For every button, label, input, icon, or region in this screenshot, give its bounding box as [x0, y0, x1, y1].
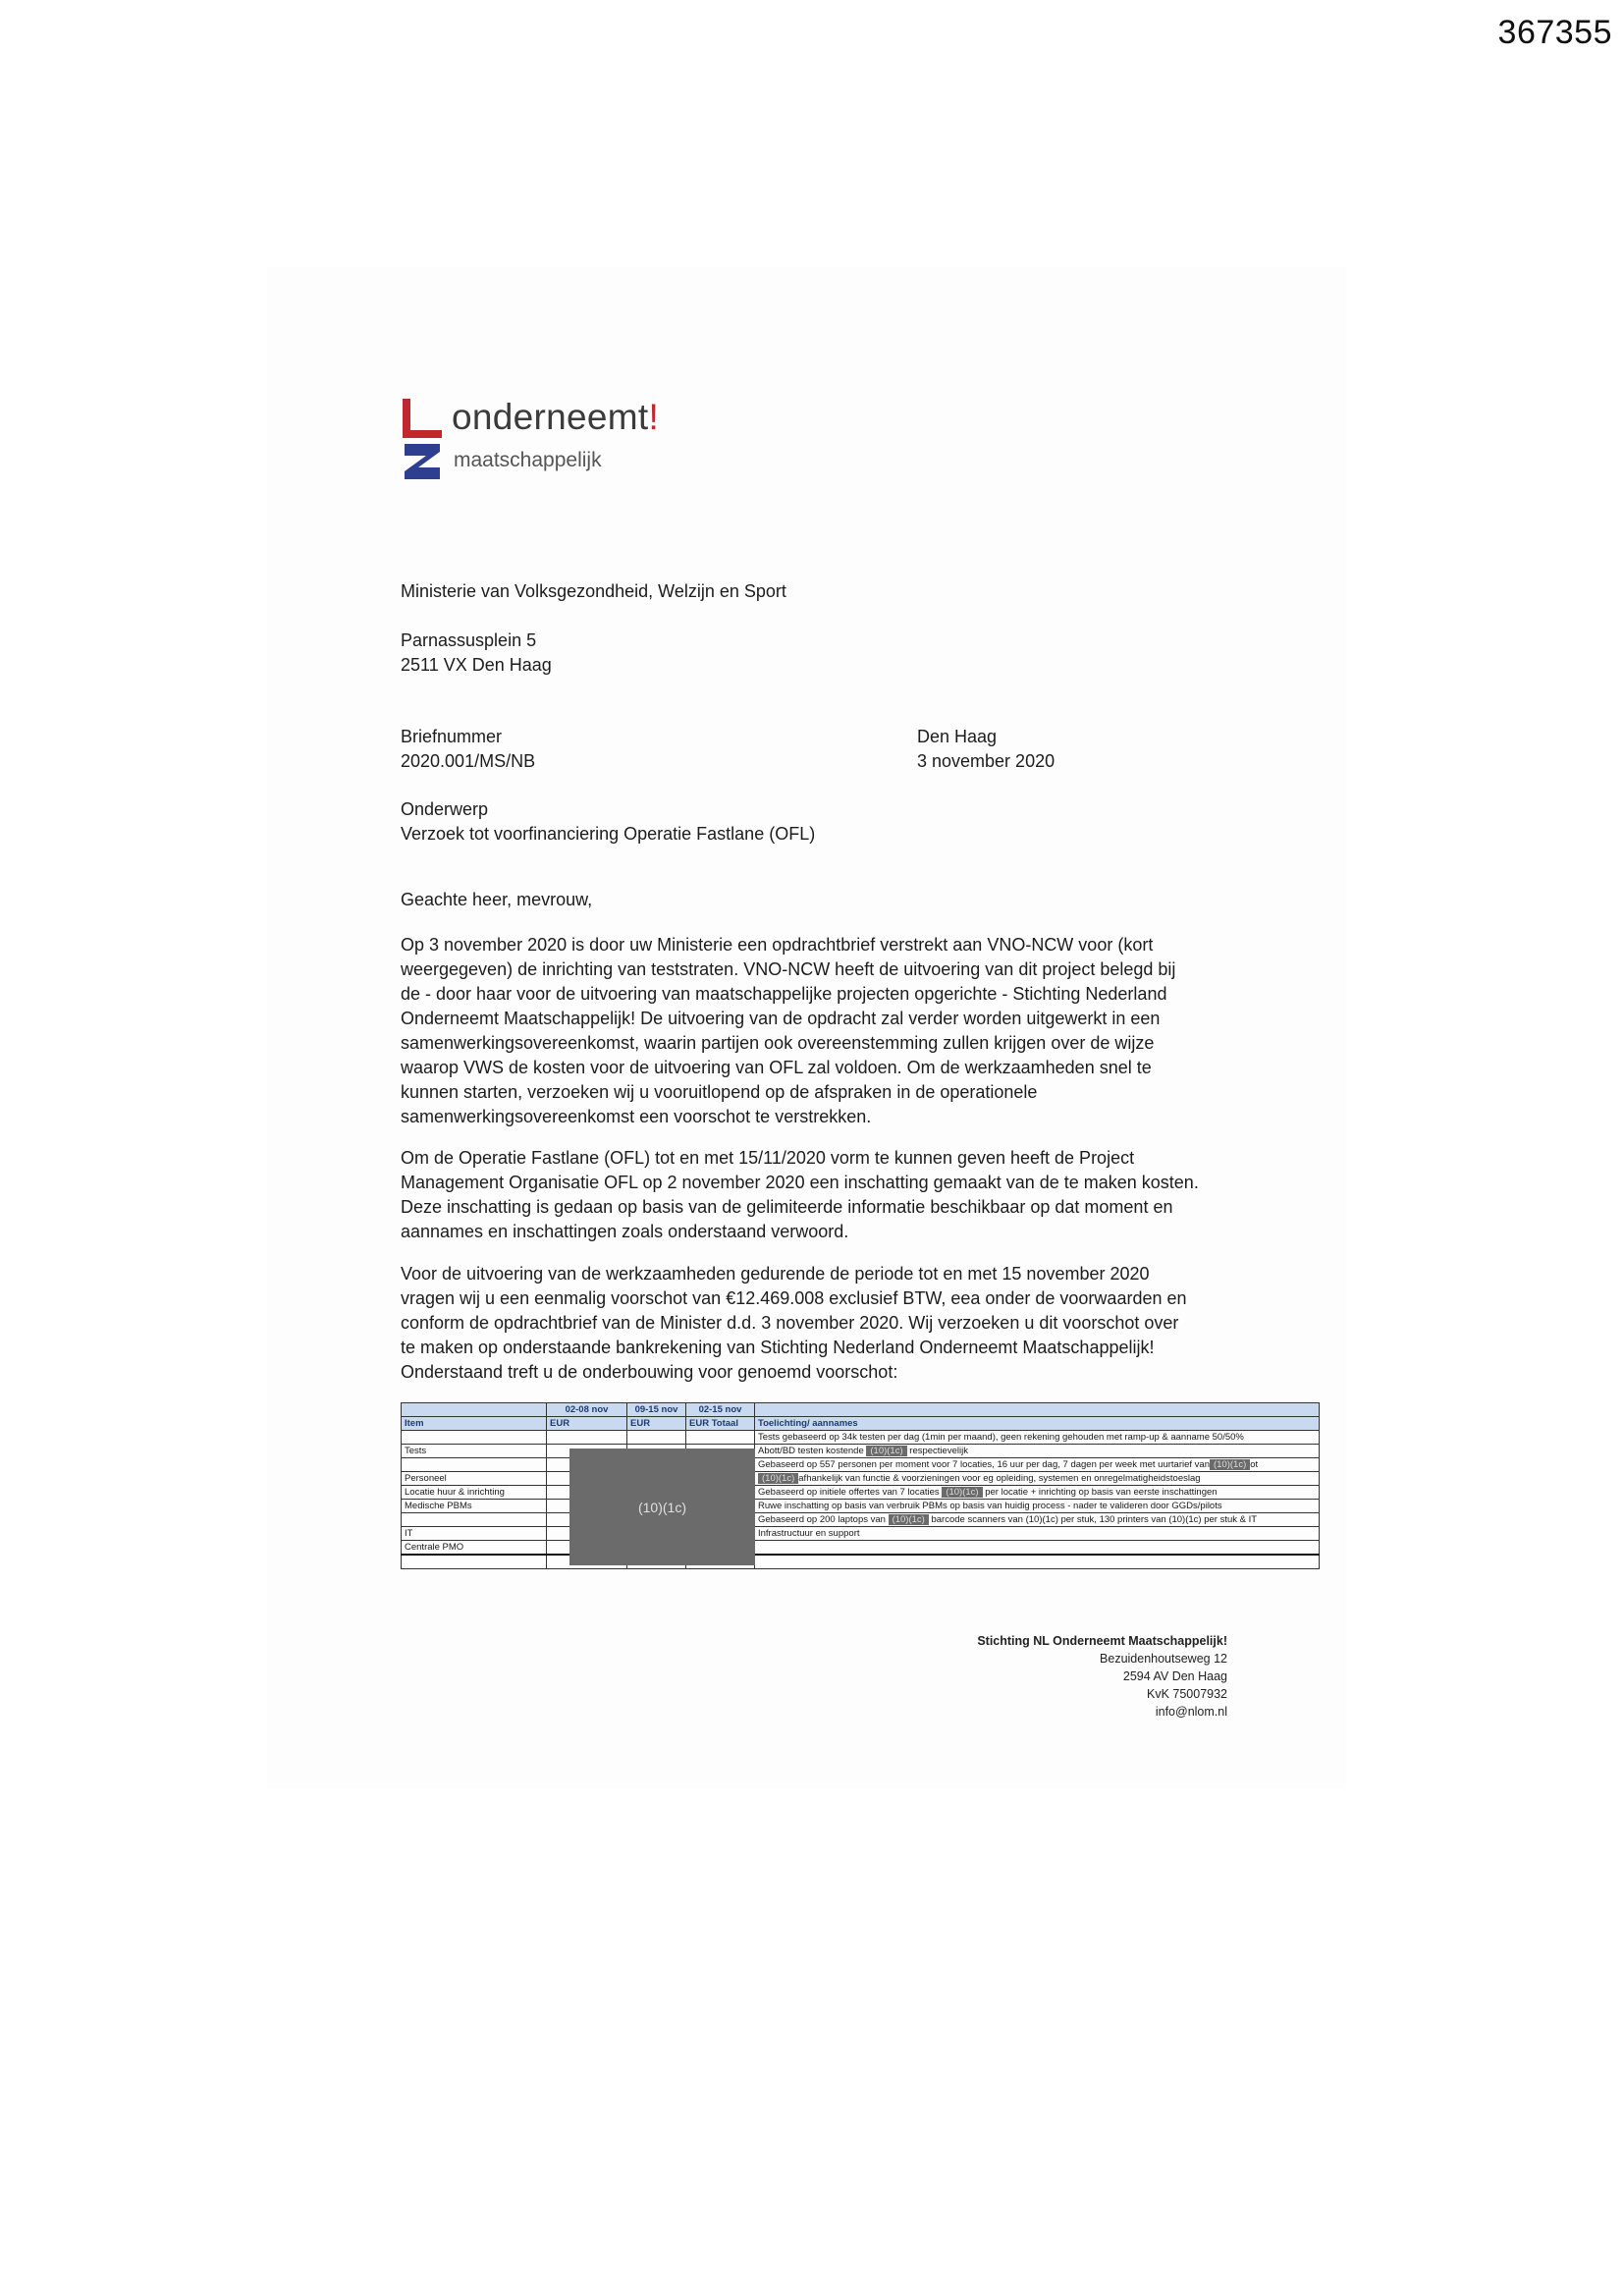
date: 3 november 2020 [917, 751, 1056, 771]
table-header-cell [755, 1403, 1320, 1417]
paragraph-line: kunnen starten, verzoeken wij u vooruitlopend op de afspraken in de operationele [401, 1082, 1038, 1102]
note-cell: Infrastructuur en support [755, 1527, 1320, 1541]
recipient-city: 2511 VX Den Haag [401, 655, 552, 675]
paragraph-2 [401, 1146, 1235, 1244]
subject-value: Verzoek tot voorfinanciering Operatie Fastlane (OFL) [401, 824, 816, 844]
reference-value: 2020.001/MS/NB [401, 751, 536, 771]
subject-label: Onderwerp [401, 799, 489, 819]
logo-subtitle: maatschappelijk [454, 449, 602, 471]
paragraph-line: aannames en inschattingen zoals onderstaand verwoord. [401, 1222, 849, 1241]
reference-block [401, 725, 535, 774]
paragraph-line: Management Organisatie OFL op 2 november 2020 een inschatting gemaakt van de te maken kosten. [401, 1173, 1199, 1192]
redaction-mark: (10)(1c) [1210, 1459, 1250, 1470]
paragraph-3 [401, 1262, 1235, 1385]
paragraph-1 [401, 933, 1235, 1129]
recipient-address [401, 629, 552, 678]
item-cell [402, 1513, 547, 1527]
note-cell: Gebaseerd op 557 personen per moment voor 7 locaties, 16 uur per dag, 7 dagen per week met uurtarief van (10)(1c) ot [755, 1458, 1320, 1472]
nl-logo-mark [401, 397, 446, 483]
table-header-cell: EUR [627, 1417, 686, 1431]
redaction-mark: (10)(1c) [889, 1514, 929, 1525]
note-cell: Tests gebaseerd op 34k testen per dag (1min per maand), geen rekening gehouden met ramp-up & aanname 50/50% [755, 1431, 1320, 1445]
table-header-cell: Item [402, 1417, 547, 1431]
logo-wordmark: onderneemt! [452, 397, 660, 437]
paragraph-line: samenwerkingsovereenkomst, waarin partijen ook overeenstemming zullen krijgen over de wijze [401, 1033, 1155, 1053]
item-cell [402, 1431, 547, 1445]
logo [401, 397, 695, 487]
table-row [402, 1486, 1320, 1500]
item-cell: Tests [402, 1445, 547, 1458]
item-cell: Medische PBMs [402, 1500, 547, 1513]
table-row [402, 1472, 1320, 1486]
table-header-cell: EUR Totaal [686, 1417, 755, 1431]
paragraph-line: waarop VWS de kosten voor de uitvoering van OFL zal voldoen. Om de werkzaamheden snel te [401, 1058, 1152, 1077]
footer-street: Bezuidenhoutseweg 12 [1100, 1652, 1227, 1666]
table-header-cell: Toelichting/ aannames [755, 1417, 1320, 1431]
table-header-cell: 09-15 nov [627, 1403, 686, 1417]
item-cell: IT [402, 1527, 547, 1541]
note-cell: Gebaseerd op 200 laptops van (10)(1c) barcode scanners van (10)(1c) per stuk, 130 printers van (10)(1c) per stuk & IT [755, 1513, 1320, 1527]
table-row [402, 1458, 1320, 1472]
table-total-row [402, 1555, 1320, 1569]
table-row [402, 1513, 1320, 1527]
redaction-block: (10)(1c) [569, 1449, 755, 1565]
paragraph-line: Op 3 november 2020 is door uw Ministerie een opdrachtbrief verstrekt aan VNO-NCW voor (kort [401, 935, 1154, 955]
paragraph-line: Om de Operatie Fastlane (OFL) tot en met 15/11/2020 vorm te kunnen geven heeft de Project [401, 1148, 1135, 1168]
footer-kvk: KvK 75007932 [1146, 1687, 1227, 1701]
note-cell: Ruwe inschatting op basis van verbruik PBMs op basis van huidig process - nader te valideren door GGDs/pilots [755, 1500, 1320, 1513]
paragraph-line: de - door haar voor de uitvoering van maatschappelijke projecten opgerichte - Stichting Nederland [401, 984, 1167, 1004]
table-column-header-row [402, 1417, 1320, 1431]
paragraph-line: conform de opdrachtbrief van de Minister d.d. 3 november 2020. Wij verzoeken u dit voorschot over [401, 1313, 1179, 1333]
paragraph-line: vragen wij u een eenmalig voorschot van €12.469.008 exclusief BTW, eea onder de voorwaarden en [401, 1288, 1187, 1308]
note-cell: (10)(1c) afhankelijk van functie & voorzieningen voor eg opleiding, systemen en onregelmatigheidstoeslag [755, 1472, 1320, 1486]
sender-footer [884, 1632, 1227, 1721]
redaction-mark: (10)(1c) [942, 1487, 982, 1498]
note-cell: Gebaseerd op initiele offertes van 7 locaties (10)(1c) per locatie + inrichting op basis van eerste inschattingen [755, 1486, 1320, 1500]
paragraph-line: te maken op onderstaande bankrekening van Stichting Nederland Onderneemt Maatschappelijk! [401, 1338, 1155, 1357]
paragraph-line: samenwerkingsovereenkomst een voorschot te verstrekken. [401, 1107, 872, 1126]
item-cell: Centrale PMO [402, 1541, 547, 1556]
item-cell: Locatie huur & inrichting [402, 1486, 547, 1500]
paragraph-line: Deze inschatting is gedaan op basis van de gelimiteerde informatie beschikbaar op dat moment en [401, 1197, 1173, 1217]
table-period-header-row [402, 1403, 1320, 1417]
table-row [402, 1541, 1320, 1556]
place-date-block [917, 725, 1055, 774]
place: Den Haag [917, 727, 998, 746]
item-cell [402, 1555, 547, 1569]
recipient-street: Parnassusplein 5 [401, 630, 537, 650]
paragraph-line: Voor de uitvoering van de werkzaamheden gedurende de periode tot en met 15 november 2020 [401, 1264, 1150, 1284]
table-row [402, 1431, 1320, 1445]
table-header-cell: 02-08 nov [547, 1403, 627, 1417]
item-cell: Personeel [402, 1472, 547, 1486]
table-header-cell: 02-15 nov [686, 1403, 755, 1417]
paragraph-line: Onderstaand treft u de onderbouwing voor genoemd voorschot: [401, 1362, 898, 1382]
note-cell: Abott/BD testen kostende (10)(1c) respectievelijk [755, 1445, 1320, 1458]
note-cell [755, 1541, 1320, 1556]
table-row [402, 1500, 1320, 1513]
redaction-mark: (10)(1c) [866, 1446, 906, 1456]
recipient-ministry: Ministerie van Volksgezondheid, Welzijn en Sport [401, 581, 786, 601]
salutation: Geachte heer, mevrouw, [401, 890, 593, 909]
table-row [402, 1445, 1320, 1458]
footer-org: Stichting NL Onderneemt Maatschappelijk! [977, 1634, 1227, 1648]
item-cell [402, 1458, 547, 1472]
reference-label: Briefnummer [401, 727, 503, 746]
subject-block [401, 797, 815, 847]
document-id: 367355 [1497, 14, 1612, 51]
table-header-cell [402, 1403, 547, 1417]
paragraph-line: Onderneemt Maatschappelijk! De uitvoering van de opdracht zal verder worden uitgewerkt in een [401, 1009, 1161, 1028]
table-row [402, 1527, 1320, 1541]
paragraph-line: weergegeven) de inrichting van teststraten. VNO-NCW heeft de uitvoering van dit project belegd bij [401, 959, 1176, 979]
note-cell [755, 1555, 1320, 1569]
table-header-cell: EUR [547, 1417, 627, 1431]
redaction-mark: (10)(1c) [758, 1473, 798, 1484]
footer-email: info@nlom.nl [1155, 1705, 1227, 1719]
footer-city: 2594 AV Den Haag [1122, 1669, 1227, 1683]
budget-table [401, 1402, 1320, 1569]
